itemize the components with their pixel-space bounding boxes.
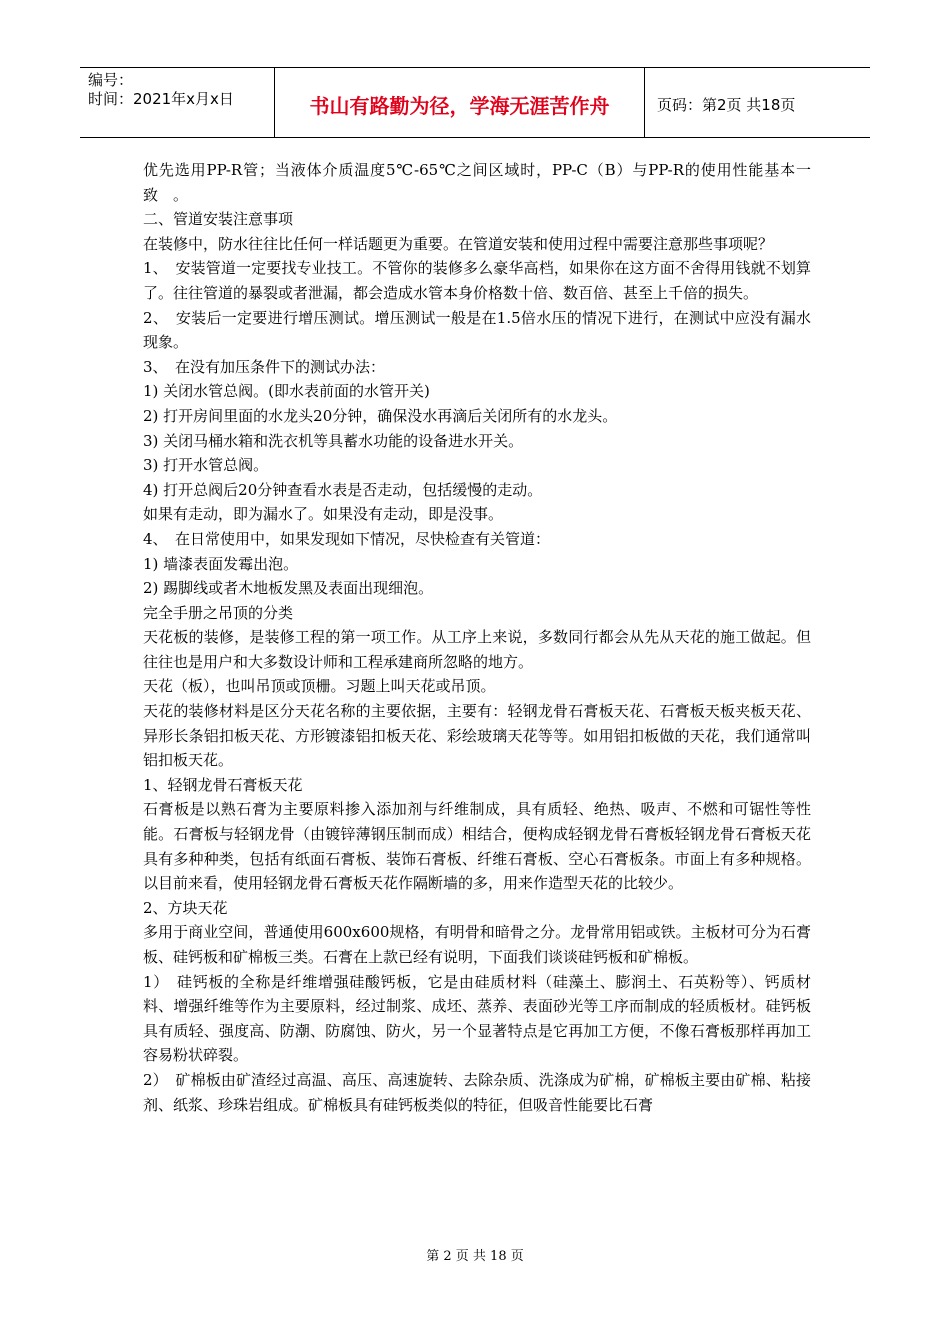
- header-page-number: 页码：第2页 共18页: [657, 96, 796, 114]
- paragraph: 石膏板是以熟石膏为主要原料掺入添加剂与纤维制成，具有质轻、绝热、吸声、不燃和可锯性等性能。石膏板与轻钢龙骨（由镀锌薄钢压制而成）相结合，便构成轻钢龙骨石膏板轻钢龙骨石膏板天花具有多种种类，包括有纸面石膏板、装饰石膏板、纤维石膏板、空心石膏板条。市面上有多种规格。以目前来看，使用轻钢龙骨石膏板天花作隔断墙的多，用来作造型天花的比较少。: [143, 800, 811, 893]
- sub-list-item: 3) 关闭马桶水箱和洗衣机等具蓄水功能的设备进水开关。: [143, 431, 524, 450]
- page-header: [80, 67, 870, 138]
- paragraph: 天花（板），也叫吊顶或顶栅。习题上叫天花或吊顶。: [143, 677, 496, 696]
- paragraph: 天花的装修材料是区分天花名称的主要依据，主要有：轻钢龙骨石膏板天花、石膏板天板夹板天花、异形长条铝扣板天花、方形镀漆铝扣板天花、彩绘玻璃天花等等。如用铝扣板做的天花，我们通常叫铝扣板天花。: [143, 702, 811, 770]
- page-footer: 第 2 页 共 18 页: [426, 1249, 524, 1264]
- list-item: 4、 在日常使用中，如果发现如下情况，尽快检查有关管道：: [143, 529, 551, 548]
- list-item: 1、 安装管道一定要找专业技工。不管你的装修多么豪华高档，如果你在这方面不舍得用钱就不划算了。往往管道的暴裂或者泄漏，都会造成水管本身价格数十倍、数百倍、甚至上千倍的损失。: [143, 259, 811, 302]
- subsection-heading: 2、方块天花: [143, 898, 228, 917]
- subsection-heading: 1、轻钢龙骨石膏板天花: [143, 775, 303, 794]
- paragraph: 优先选用PP-R管；当液体介质温度5℃-65℃之间区域时，PP-C（B）与PP-R的使用性能基本一致 。: [143, 161, 811, 204]
- paragraph: 天花板的装修，是装修工程的第一项工作。从工序上来说，多数同行都会从先从天花的施工做起。但往往也是用户和大多数设计师和工程承建商所忽略的地方。: [143, 628, 811, 671]
- paragraph: 多用于商业空间，普通使用600x600规格，有明骨和暗骨之分。龙骨常用铝或铁。主板材可分为石膏板、硅钙板和矿棉板三类。石膏在上款已经有说明，下面我们谈谈硅钙板和矿棉板。: [143, 923, 811, 966]
- section-heading: 完全手册之吊顶的分类: [143, 603, 294, 622]
- sub-list-item: 1) 墙漆表面发霉出泡。: [143, 554, 299, 573]
- list-item: 1） 硅钙板的全称是纤维增强硅酸钙板，它是由硅质材料（硅藻土、膨润土、石英粉等）、钙质材料、增强纤维等作为主要原料，经过制浆、成坯、蒸养、表面砂光等工序而制成的轻质板材。硅钙板具有质轻、强度高、防潮、防腐蚀、防火，另一个显著特点是它再加工方便，不像石膏板那样再加工容易粉状碎裂。: [143, 972, 811, 1065]
- sub-list-item: 3) 打开水管总阀。: [143, 456, 269, 475]
- sub-list-item: 2) 踢脚线或者木地板发黑及表面出现细泡。: [143, 579, 434, 598]
- serial-number-label: 编号：: [88, 71, 134, 89]
- sub-list-item: 4) 打开总阀后20分钟查看水表是否走动，包括缓慢的走动。: [143, 480, 543, 499]
- list-item: 2） 矿棉板由矿渣经过高温、高压、高速旋转、去除杂质、洗涤成为矿棉，矿棉板主要由矿棉、粘接剂、纸浆、珍珠岩组成。矿棉板具有硅钙板类似的特征，但吸音性能要比石膏: [143, 1070, 811, 1114]
- paragraph: 在装修中，防水往往比任何一样话题更为重要。在管道安装和使用过程中需要注意那些事项呢？: [143, 234, 774, 253]
- sub-list-item: 1) 关闭水管总阀。(即水表前面的水管开关): [143, 382, 430, 401]
- header-meta: [80, 68, 275, 137]
- list-item: 2、 安装后一定要进行增压测试。增压测试一般是在1.5倍水压的情况下进行，在测试中应没有漏水现象。: [143, 308, 811, 352]
- document-body: [143, 158, 811, 1117]
- date-label: 时间：2021年x月x日: [88, 90, 234, 108]
- header-motto: 书山有路勤为径，学海无涯苦作舟: [275, 68, 645, 137]
- list-item: 3、 在没有加压条件下的测试办法：: [143, 357, 386, 376]
- section-heading: 二、管道安装注意事项: [143, 210, 294, 229]
- paragraph: 如果有走动，即为漏水了。如果没有走动，即是没事。: [143, 505, 504, 524]
- sub-list-item: 2) 打开房间里面的水龙头20分钟，确保没水再滴后关闭所有的水龙头。: [143, 406, 618, 425]
